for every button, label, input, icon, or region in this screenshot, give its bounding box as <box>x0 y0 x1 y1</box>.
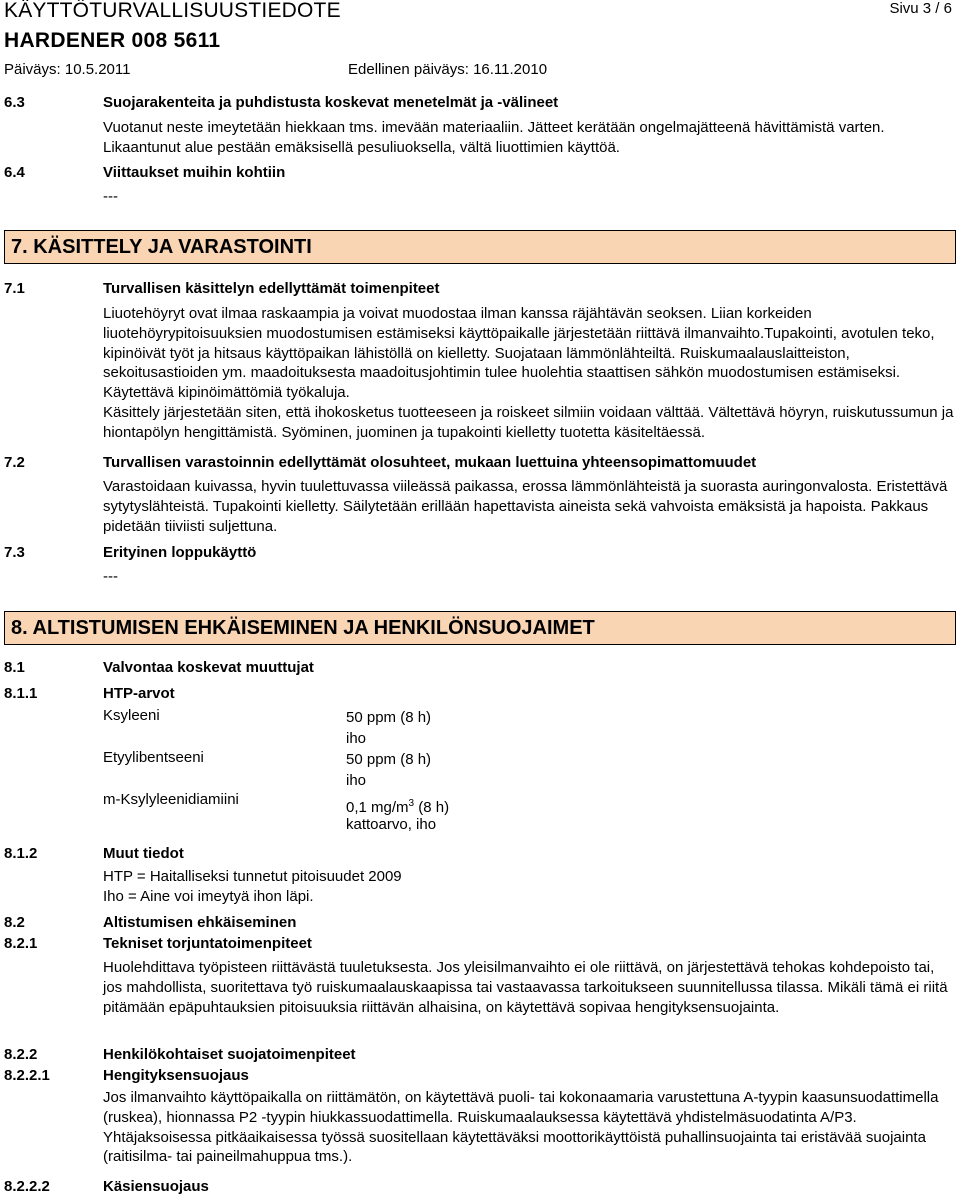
subsection-title: Henkilökohtaiset suojatoimenpiteet <box>103 1046 356 1063</box>
subsection-7-2-text: Varastoidaan kuivassa, hyvin tuulettuvassa viileässä paikassa, erossa lämmönlähteistä ja suorasta auringonvalosta. Eristettävä sytytyslähteistä. Tupakointi kielletty. Säilytetään erillään hapettavista aineista sekä vahvoista emäksistä ja hapoista. Pakkaus pidetään tiiviisti suljettuna. <box>103 478 948 535</box>
limit-note: kattoarvo, iho <box>346 816 437 833</box>
subsection-number: 8.2 <box>4 914 25 931</box>
subsection-number: 8.2.2 <box>4 1046 38 1063</box>
subsection-number: 7.3 <box>4 544 25 561</box>
limit-value-main: 0,1 mg/m <box>346 799 409 816</box>
subsection-number: 8.2.2.2 <box>4 1178 50 1195</box>
limit-value: 50 ppm (8 h) <box>346 751 432 768</box>
section-7-heading: 7. KÄSITTELY JA VARASTOINTI <box>4 230 956 264</box>
limit-note: iho <box>346 730 367 747</box>
previous-date: Edellinen päiväys: 16.11.2010 <box>348 61 548 78</box>
subsection-title: Viittaukset muihin kohtiin <box>103 164 286 181</box>
htp-definition: HTP = Haitalliseksi tunnetut pitoisuudet 2009 <box>103 868 402 885</box>
subsection-7-1-text: Liuotehöyryt ovat ilmaa raskaampia ja voivat muodostaa ilman kanssa räjähtävän seoksen. Liian korkeiden liuotehöyrypitoisuuksien muodostumisen estämiseksi käyttöpaikalle järjestetään riittävä ilmanvaihto.Tupakointi, avotulen teko, kipinöivät työt ja hitsaus käyttöpaikan lähistöllä on kielletty. Suojataan lämmönlähteiltä. Ruiskumaalauslaitteiston, sekoitusastioiden ym. maadoituksesta maadoitusjohtimin tulee huolehtia staattisen sähkön muodostumisen estämiseksi. Käytettävä kipinöimättömiä työkaluja. <box>103 305 935 402</box>
subsection-number: 8.1.1 <box>4 685 38 702</box>
limit-value-exponent: 3 <box>408 798 415 809</box>
issue-date: Päiväys: 10.5.2011 <box>4 61 131 78</box>
section-8-heading: 8. ALTISTUMISEN EHKÄISEMINEN JA HENKILÖNSUOJAIMET <box>4 611 956 645</box>
subsection-title: Altistumisen ehkäiseminen <box>103 914 297 931</box>
limit-value-suffix: (8 h) <box>414 799 450 816</box>
document-title: KÄYTTÖTURVALLISUUSTIEDOTE <box>4 0 341 22</box>
subsection-number: 6.4 <box>4 164 25 181</box>
subsection-title: Hengityksensuojaus <box>103 1067 249 1084</box>
subsection-number: 8.2.2.1 <box>4 1067 50 1084</box>
subsection-8-2-2-1-text: Jos ilmanvaihto käyttöpaikalla on riittämätön, on käytettävä puoli- tai kokonaamaria varustettuna A-tyypin kaasunsuodattimella (ruskea), hionnassa P2 -tyypin hiukkassuodattimella. Ruiskumaalauksessa käytettävä yhdistelmäsuodatinta A/P3. Yhtäjaksoisessa pitkäaikaisessa työssä suositellaan käytettäväksi moottorikäyttöistä puhallinsuojainta tai eristävää suojainta (raitisilma- tai paineilmahuppua tms.). <box>103 1089 939 1166</box>
subsection-number: 8.1.2 <box>4 845 38 862</box>
subsection-title: Suojarakenteita ja puhdistusta koskevat menetelmät ja -välineet <box>103 94 559 111</box>
limit-value: 50 ppm (8 h) <box>346 709 432 726</box>
subsection-number: 7.2 <box>4 454 25 471</box>
subsection-title: HTP-arvot <box>103 685 175 702</box>
subsection-number: 6.3 <box>4 94 25 111</box>
subsection-7-3-text: --- <box>103 568 118 585</box>
subsection-7-1-text-2: Käsittely järjestetään siten, että ihokosketus tuotteeseen ja roiskeet silmiin voidaan välttää. Vältettävä höyryn, ruiskutussumun ja hiontapölyn hengittämistä. Syöminen, juominen ja tupakointi kielletty tuotetta käsiteltäessä. <box>103 404 954 441</box>
subsection-number: 8.1 <box>4 659 25 676</box>
subsection-6-3-text: Vuotanut neste imeytetään hiekkaan tms. imevään materiaaliin. Jätteet kerätään ongelmajätteenä hävittämistä varten. Likaantunut alue pestään emäksisellä pesuliuoksella, vältä liuottimien käyttöä. <box>103 119 885 156</box>
subsection-title: Erityinen loppukäyttö <box>103 544 257 561</box>
subsection-8-2-1-text: Huolehdittava työpisteen riittävästä tuuletuksesta. Jos yleisilmanvaihto ei ole riittävä, on järjestettävä tehokas kohdepoisto tai, jos mahdollista, suoritettava työ ruiskumaalauskaapissa tai vastaavassa tarkoitukseen suunnitellussa tilassa. Mikäli tämä ei riitä pitämään epäpuhtauksien pitoisuuksia riittävän alhaisina, on käytettävä sopivaa hengityksensuojainta. <box>103 959 948 1016</box>
subsection-title: Muut tiedot <box>103 845 184 862</box>
subsection-title: Turvallisen käsittelyn edellyttämät toimenpiteet <box>103 280 440 297</box>
subsection-6-4-text: --- <box>103 188 118 205</box>
subsection-title: Tekniset torjuntatoimenpiteet <box>103 935 312 952</box>
substance-name: Ksyleeni <box>103 707 160 724</box>
subsection-number: 7.1 <box>4 280 25 297</box>
limit-note: iho <box>346 772 367 789</box>
subsection-title: Valvontaa koskevat muuttujat <box>103 659 314 676</box>
substance-name: m-Ksylyleenidiamiini <box>103 791 239 808</box>
substance-name: Etyylibentseeni <box>103 749 204 766</box>
iho-definition: Iho = Aine voi imeytyä ihon läpi. <box>103 888 314 905</box>
subsection-number: 8.2.1 <box>4 935 38 952</box>
page-number: Sivu 3 / 6 <box>889 0 952 17</box>
product-name: HARDENER 008 5611 <box>4 29 221 52</box>
subsection-title: Käsiensuojaus <box>103 1178 209 1195</box>
subsection-title: Turvallisen varastoinnin edellyttämät olosuhteet, mukaan luettuina yhteensopimattomuudet <box>103 454 757 471</box>
